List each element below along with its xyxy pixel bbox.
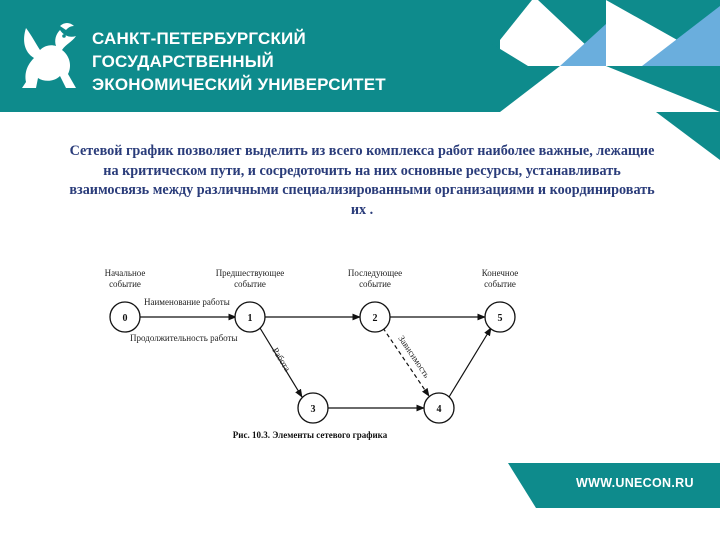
node-number: 3	[310, 404, 316, 415]
university-name	[92, 27, 386, 96]
dependency-label: Зависимость	[396, 333, 432, 380]
node-number: 2	[372, 313, 378, 324]
event-label-start: Начальное	[104, 268, 146, 278]
network-diagram	[94, 258, 534, 448]
node-number: 4	[436, 404, 442, 415]
event-label-following: событие	[359, 279, 391, 289]
event-label-preceding: событие	[234, 279, 266, 289]
node-number: 0	[122, 313, 128, 324]
website-link[interactable]: WWW.UNECON.RU	[576, 476, 694, 490]
griffin-logo-icon	[14, 18, 80, 96]
header	[0, 0, 720, 112]
event-label-start: событие	[109, 279, 141, 289]
event-label-preceding: Предшествующее	[215, 268, 285, 278]
event-label-final: событие	[484, 279, 516, 289]
university-name-line: САНКТ-ПЕТЕРБУРГСКИЙ	[92, 29, 306, 48]
node-number: 5	[497, 313, 503, 324]
duration-label: Продолжительность работы	[130, 333, 238, 343]
event-label-final: Конечное	[481, 268, 519, 278]
work-label: Работа	[270, 345, 293, 374]
event-label-following: Последующее	[347, 268, 403, 278]
figure-caption: Рис. 10.3. Элементы сетевого графика	[232, 430, 388, 440]
edge-4-5	[449, 328, 491, 397]
work-name-label: Наименование работы	[144, 297, 230, 307]
university-name-line: ЭКОНОМИЧЕСКИЙ УНИВЕРСИТЕТ	[92, 75, 386, 94]
intro-text: Сетевой график позволяет выделить из всего комплекса работ наиболее важные, лежащие на критическом пути, и сосредоточить на них основные ресурсы, устанавливать взаимосвязь между различными специализированными организациями и координировать их .	[69, 143, 655, 218]
university-name-line: ГОСУДАРСТВЕННЫЙ	[92, 52, 274, 71]
node-number: 1	[247, 313, 253, 324]
